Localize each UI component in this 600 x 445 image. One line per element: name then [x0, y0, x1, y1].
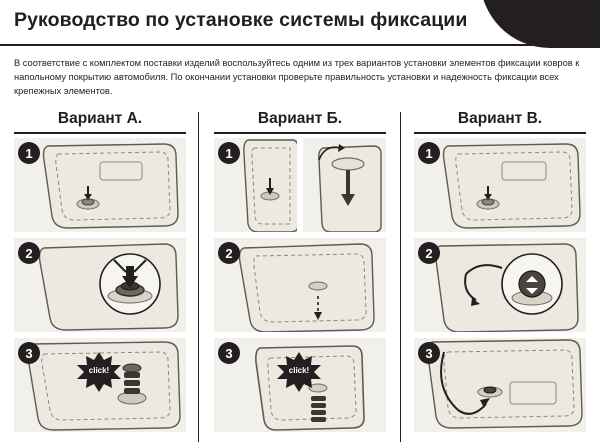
variant-a-step-1-panel [14, 138, 186, 232]
variant-column-c [414, 110, 586, 445]
click-label-a: click! [88, 366, 110, 375]
variant-a-step-2-panel [14, 238, 186, 332]
variant-b-step-1-panel-left [214, 138, 297, 232]
step-badge-b2: 2 [218, 242, 240, 264]
variant-a-rule [14, 132, 186, 134]
variant-column-a [14, 110, 186, 445]
variant-a-step-3-panel [14, 338, 186, 432]
illustration-b1-right [303, 138, 386, 232]
variant-c-step-1-panel [414, 138, 586, 232]
variant-b-step-2-panel [214, 238, 386, 332]
step-badge-b3: 3 [218, 342, 240, 364]
variant-b-rule [214, 132, 386, 134]
page-title: Руководство по установке системы фиксации [14, 9, 468, 31]
variant-a-title: Вариант А. [57, 110, 143, 127]
variant-column-b [214, 110, 386, 445]
intro-paragraph: В соответствие с комплектом поставки изделий воспользуйтесь одним из трех вариантов установки элементов фиксации ковров к напольному покрытию автомобиля. По окончании установки проверьте правильность установки и надежность фиксации всех крепежных элементов. [14, 58, 580, 97]
step-badge-a3: 3 [18, 342, 40, 364]
variant-c-step-2-panel [414, 238, 586, 332]
variant-b-step-3-panel [214, 338, 386, 432]
variant-c-rule [414, 132, 586, 134]
click-label-b: click! [288, 366, 310, 375]
header-decoration-shape [480, 0, 600, 48]
step-badge-a1: 1 [18, 142, 40, 164]
variant-b-step-1-panel-right [303, 138, 386, 232]
step-badge-c2: 2 [418, 242, 440, 264]
step-badge-b1: 1 [218, 142, 240, 164]
step-badge-c3: 3 [418, 342, 440, 364]
step-badge-a2: 2 [18, 242, 40, 264]
variant-b-title: Вариант Б. [257, 110, 343, 127]
variants-container [0, 110, 600, 445]
variant-c-title: Вариант В. [457, 110, 543, 127]
page-header [0, 0, 600, 46]
variant-c-step-3-panel [414, 338, 586, 432]
step-badge-c1: 1 [418, 142, 440, 164]
